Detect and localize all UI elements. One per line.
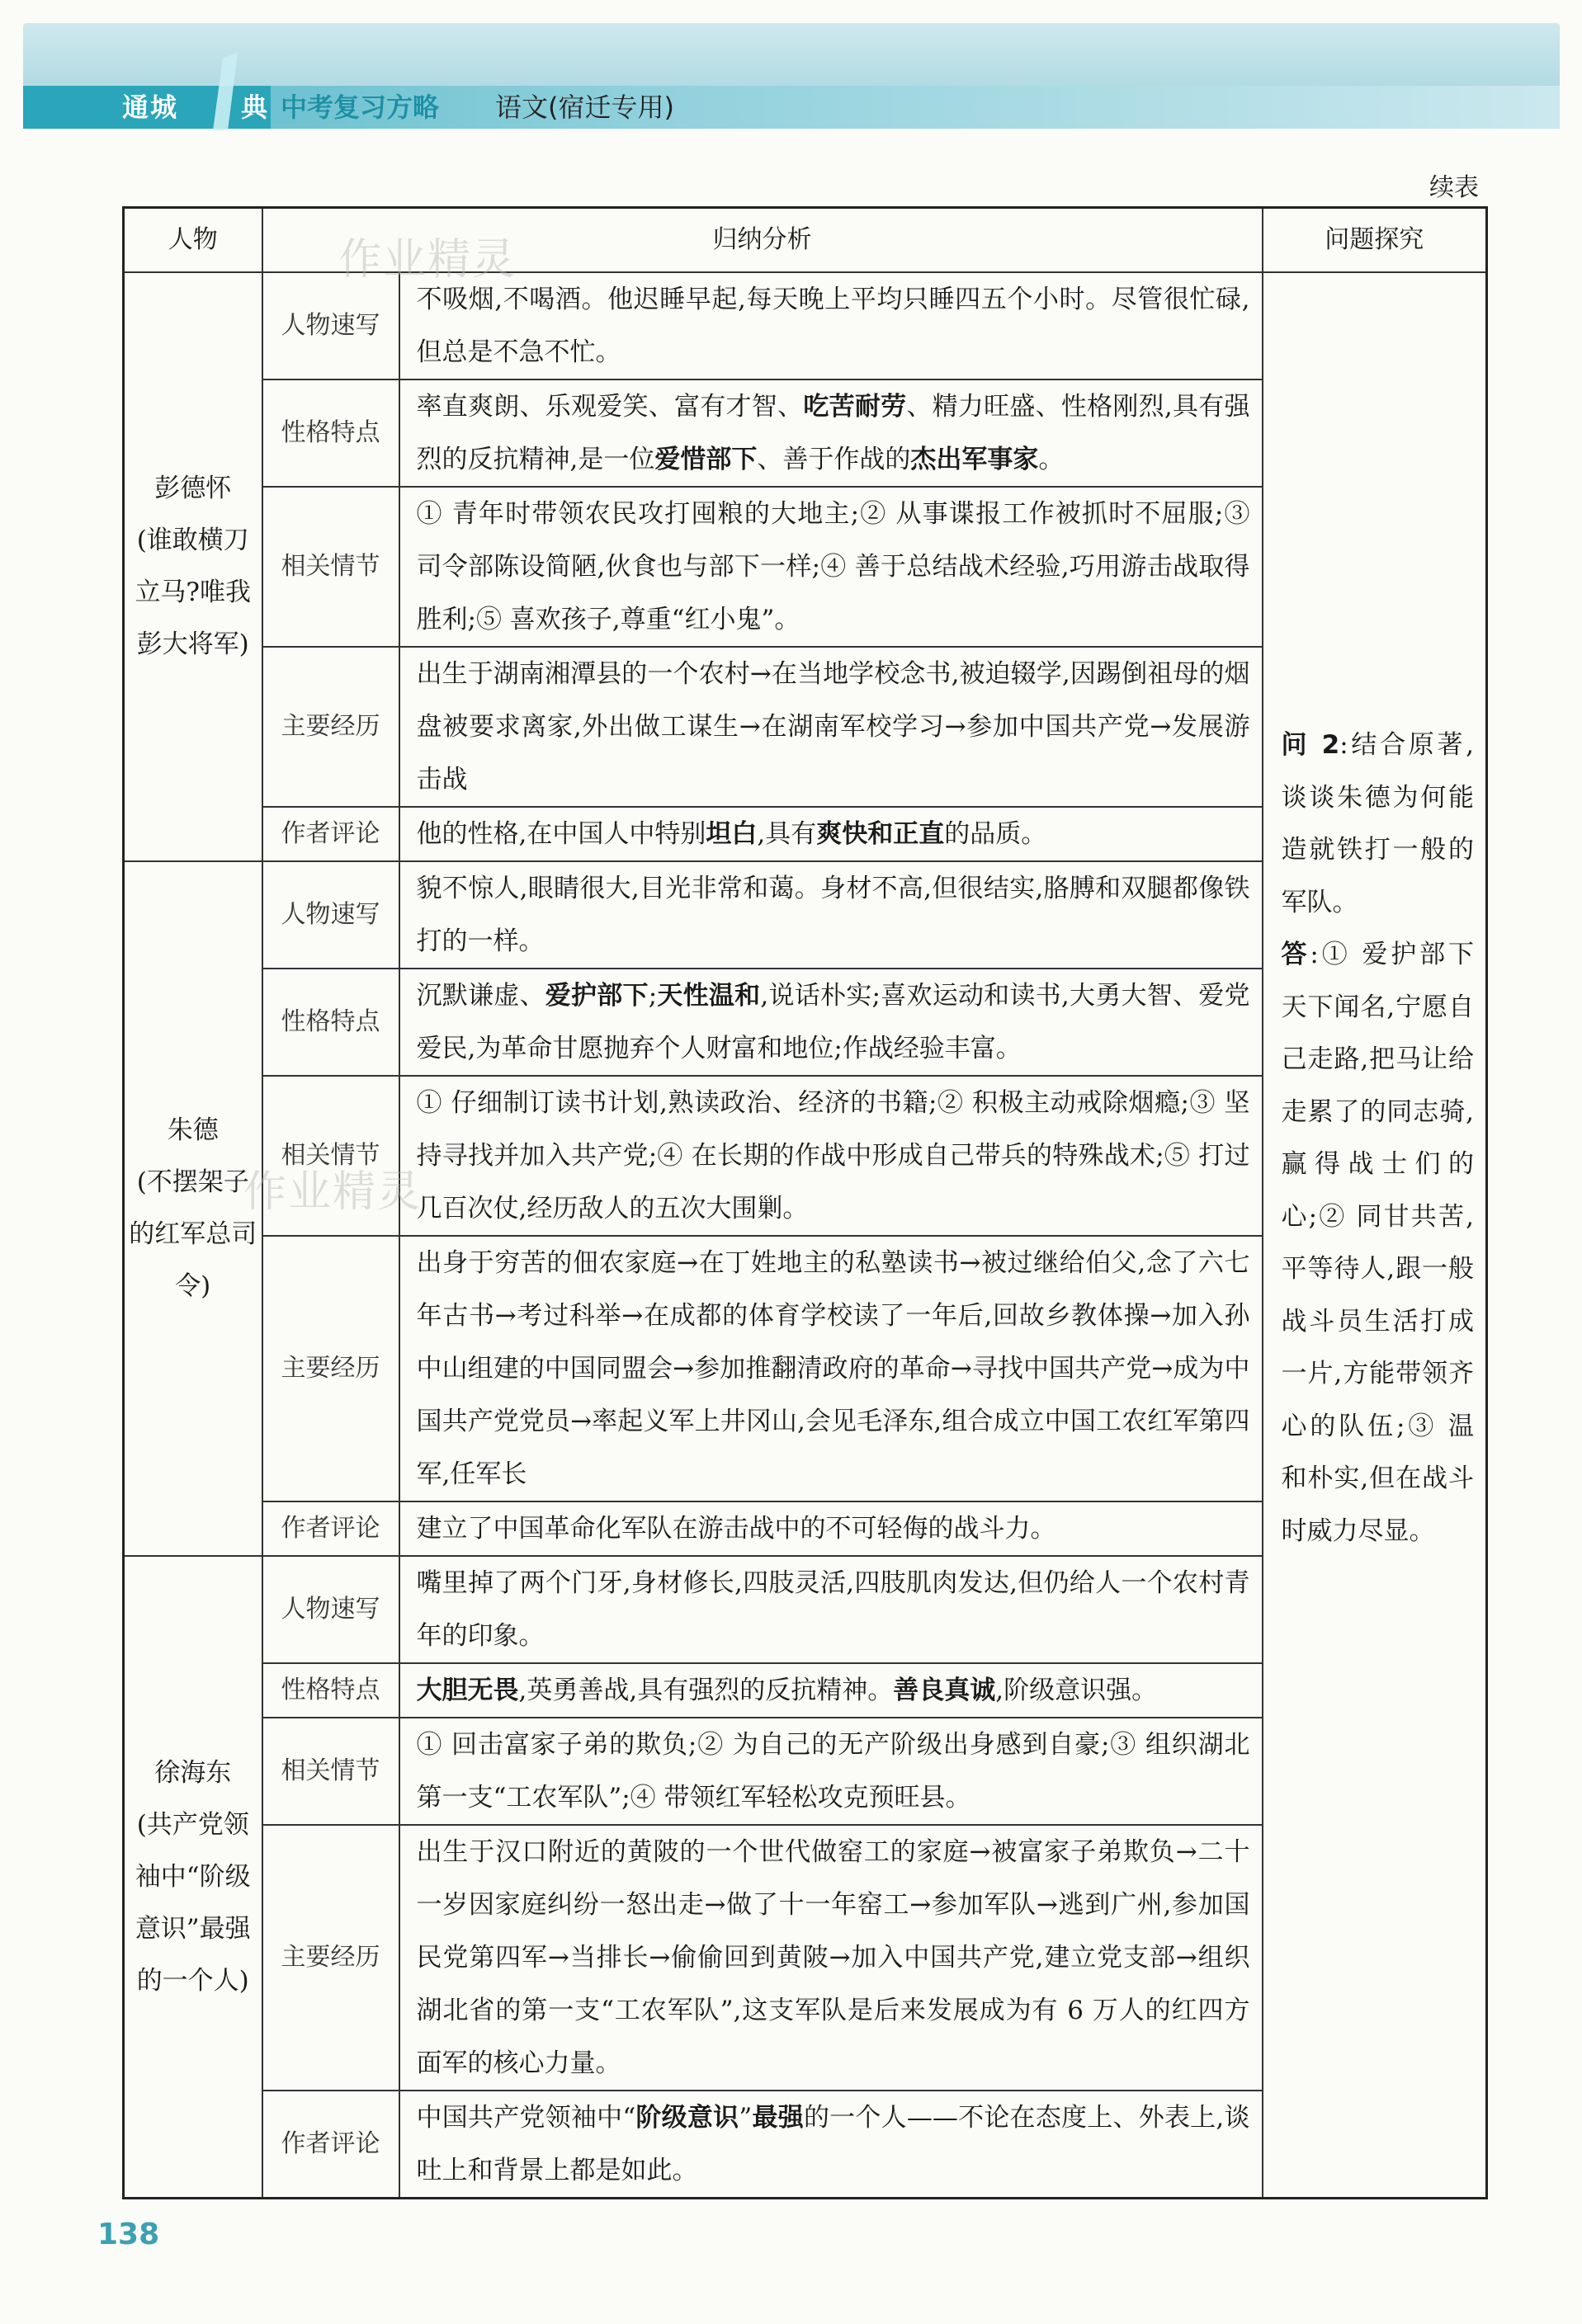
experience-text: 出身于穷苦的佃农家庭→在丁姓地主的私塾读书→被过继给伯父,念了六七年古书→考过科举→在成都的体育学校读了一年后,回故乡教体操→加入孙中山组建的中国同盟会→参加推翻清政府的革命→寻找中国共产党→成为中国共产党党员→率起义军上井冈山,会见毛泽东,组合成立中国工农红军第四军,任军长 [399, 1236, 1263, 1501]
character-epithet: (共产党领袖中“阶级意识”最强的一个人) [135, 1809, 251, 1996]
row-label-sketch: 人物速写 [262, 1556, 399, 1663]
row-label-traits: 性格特点 [262, 969, 399, 1076]
character-name: 朱德 [167, 1115, 219, 1145]
question-text: :结合原著,谈谈朱德为何能造就铁打一般的军队。 [1281, 730, 1474, 917]
character-epithet: (不摆架子的红军总司令) [129, 1167, 257, 1301]
traits-text: 大胆无畏,英勇善战,具有强烈的反抗精神。善良真诚,阶级意识强。 [399, 1663, 1263, 1718]
header-analysis: 归纳分析 [262, 208, 1263, 273]
table-header-row [124, 208, 1487, 273]
header-question: 问题探究 [1263, 208, 1487, 273]
answer-text: :① 爱护部下天下闻名,宁愿自己走路,把马让给走累了的同志骑,赢得战士们的心;② 同甘共苦,平等待人,跟一般战斗员生活打成一片,方能带领齐心的队伍;③ 温和朴实,但在战斗时威力尽显。 [1281, 940, 1474, 1546]
row-label-sketch: 人物速写 [262, 861, 399, 969]
character-name: 徐海东 [154, 1757, 232, 1788]
comment-text: 他的性格,在中国人中特别坦白,具有爽快和正直的品质。 [399, 807, 1263, 861]
page-number: 138 [97, 2218, 160, 2251]
brand-suffix: 典 [241, 92, 268, 123]
brand-name: 通城 [122, 92, 179, 123]
row-label-plots: 相关情节 [262, 1718, 399, 1825]
watermark: 作业精灵 [243, 1167, 423, 1217]
plots-text: ① 青年时带领农民攻打囤粮的大地主;② 从事谍报工作被抓时不屈服;③ 司令部陈设简陋,伙食也与部下一样;④ 善于总结战术经验,巧用游击战取得胜利;⑤ 喜欢孩子,尊重“红小鬼”。 [399, 487, 1263, 647]
table-row [124, 272, 1487, 379]
answer-label: 答 [1281, 940, 1310, 969]
row-label-traits: 性格特点 [262, 1663, 399, 1718]
book-title: 中考复习方略 [281, 92, 440, 123]
plots-text: ① 仔细制订读书计划,熟读政治、经济的书籍;② 积极主动戒除烟瘾;③ 坚持寻找并加入共产党;④ 在长期的作战中形成自己带兵的特殊战术;⑤ 打过几百次仗,经历敌人的五次大围剿。 [399, 1076, 1263, 1236]
question-cell [1263, 272, 1487, 2199]
character-cell-peng [124, 272, 262, 861]
row-label-experience: 主要经历 [262, 1825, 399, 2091]
brand-logo-icon [205, 51, 243, 134]
question-label: 问 2 [1281, 730, 1340, 760]
row-label-plots: 相关情节 [262, 487, 399, 647]
character-name: 彭德怀 [154, 474, 232, 503]
sketch-text: 嘴里掉了两个门牙,身材修长,四肢灵活,四肢肌肉发达,但仍给人一个农村青年的印象。 [399, 1556, 1263, 1663]
header-character: 人物 [124, 208, 262, 273]
table-continued-note: 续表 [1429, 173, 1479, 202]
traits-text: 沉默谦虚、爱护部下;天性温和,说话朴实;喜欢运动和读书,大勇大智、爱党爱民,为革命甘愿抛弃个人财富和地位;作战经验丰富。 [399, 969, 1263, 1076]
plots-text: ① 回击富家子弟的欺负;② 为自己的无产阶级出身感到自豪;③ 组织湖北第一支“工农军队”;④ 带领红军轻松攻克预旺县。 [399, 1718, 1263, 1825]
watermark: 作业精灵 [338, 235, 517, 285]
row-label-experience: 主要经历 [262, 1236, 399, 1501]
subject-label: 语文(宿迁专用) [495, 92, 674, 123]
comment-text: 建立了中国革命化军队在游击战中的不可轻侮的战斗力。 [399, 1501, 1263, 1556]
row-label-traits: 性格特点 [262, 379, 399, 487]
character-cell-xu [124, 1556, 262, 2199]
traits-text: 率直爽朗、乐观爱笑、富有才智、吃苦耐劳、精力旺盛、性格刚烈,具有强烈的反抗精神,是一位爱惜部下、善于作战的杰出军事家。 [399, 379, 1263, 487]
sketch-text: 貌不惊人,眼睛很大,目光非常和蔼。身材不高,但很结实,胳膊和双腿都像铁打的一样。 [399, 861, 1263, 969]
sketch-text: 不吸烟,不喝酒。他迟睡早起,每天晚上平均只睡四五个小时。尽管很忙碌,但总是不急不忙。 [399, 272, 1263, 379]
comment-text: 中国共产党领袖中“阶级意识”最强的一个人——不论在态度上、外表上,谈吐上和背景上都是如此。 [399, 2091, 1263, 2199]
row-label-experience: 主要经历 [262, 647, 399, 807]
row-label-comment: 作者评论 [262, 1501, 399, 1556]
row-label-comment: 作者评论 [262, 807, 399, 861]
experience-text: 出生于汉口附近的黄陂的一个世代做窑工的家庭→被富家子弟欺负→二十一岁因家庭纠纷一怒出走→做了十一年窑工→参加军队→逃到广州,参加国民党第四军→当排长→偷偷回到黄陂→加入中国共产党,建立党支部→组织湖北省的第一支“工农军队”,这支军队是后来发展成为有 6 万人的红四方面军的核心力量。 [399, 1825, 1263, 2091]
character-cell-zhu [124, 861, 262, 1556]
experience-text: 出生于湖南湘潭县的一个农村→在当地学校念书,被迫辍学,因踢倒祖母的烟盘被要求离家,外出做工谋生→在湖南军校学习→参加中国共产党→发展游击战 [399, 647, 1263, 807]
character-epithet: (谁敢横刀立马?唯我彭大将军) [135, 526, 252, 659]
row-label-comment: 作者评论 [262, 2091, 399, 2199]
row-label-plots: 相关情节 [262, 1076, 399, 1236]
row-label-sketch: 人物速写 [262, 272, 399, 379]
